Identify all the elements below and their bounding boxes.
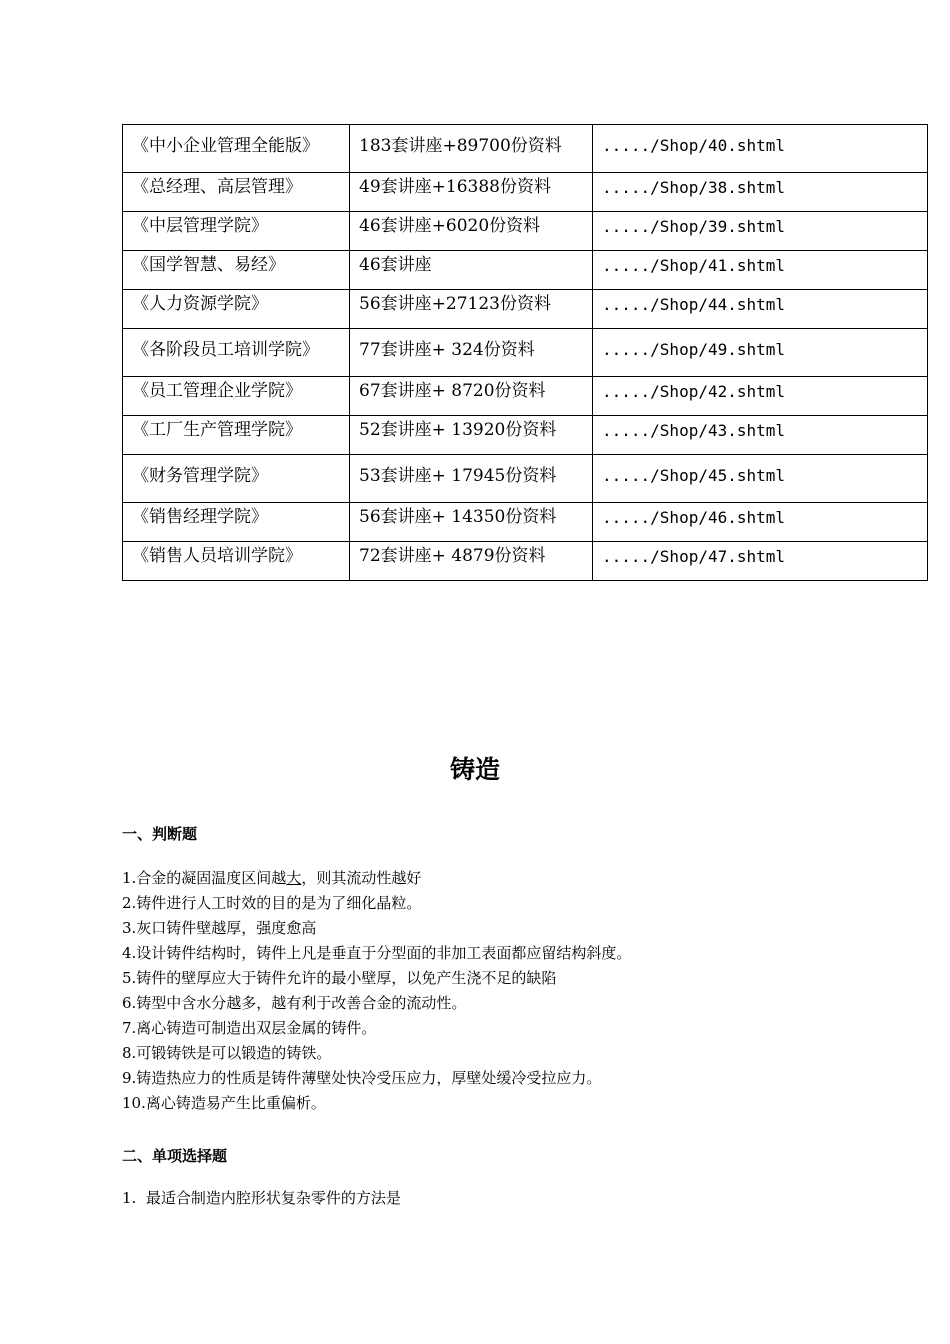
- table-row: [123, 125, 928, 173]
- table-row: [123, 416, 928, 455]
- section-heading-single-choice: 二、单项选择题: [122, 1147, 228, 1165]
- course-link[interactable]: ...../Shop/46.shtml: [593, 503, 928, 542]
- true-false-question-list: [122, 866, 631, 1116]
- course-name: 《销售经理学院》: [123, 503, 350, 542]
- table-row: [123, 251, 928, 290]
- course-link[interactable]: ...../Shop/42.shtml: [593, 377, 928, 416]
- course-name: 《总经理、高层管理》: [123, 173, 350, 212]
- table-row: [123, 542, 928, 581]
- course-link[interactable]: ...../Shop/41.shtml: [593, 251, 928, 290]
- course-content: 72套讲座+ 4879份资料: [350, 542, 593, 581]
- choice-question: 1. 最适合制造内腔形状复杂零件的方法是: [122, 1189, 401, 1207]
- course-name: 《销售人员培训学院》: [123, 542, 350, 581]
- course-name: 《工厂生产管理学院》: [123, 416, 350, 455]
- catalog-table: [122, 124, 928, 581]
- course-content: 56套讲座+27123份资料: [350, 290, 593, 329]
- list-item: 2.铸件进行人工时效的目的是为了细化晶粒。: [122, 894, 422, 912]
- list-item: 5.铸件的壁厚应大于铸件允许的最小壁厚，以免产生浇不足的缺陷: [122, 969, 557, 987]
- course-link[interactable]: ...../Shop/38.shtml: [593, 173, 928, 212]
- list-item: 4.设计铸件结构时，铸件上凡是垂直于分型面的非加工表面都应留结构斜度。: [122, 944, 632, 962]
- course-name: 《员工管理企业学院》: [123, 377, 350, 416]
- course-link[interactable]: ...../Shop/40.shtml: [593, 125, 928, 173]
- question-text: ，则其流动性越好: [301, 869, 422, 887]
- course-content: 67套讲座+ 8720份资料: [350, 377, 593, 416]
- course-link[interactable]: ...../Shop/47.shtml: [593, 542, 928, 581]
- course-content: 53套讲座+ 17945份资料: [350, 455, 593, 503]
- table-row: [123, 173, 928, 212]
- course-content: 52套讲座+ 13920份资料: [350, 416, 593, 455]
- list-item: 3.灰口铸件壁越厚，强度愈高: [122, 919, 317, 937]
- course-link[interactable]: ...../Shop/49.shtml: [593, 329, 928, 377]
- course-link[interactable]: ...../Shop/39.shtml: [593, 212, 928, 251]
- course-name: 《中小企业管理全能版》: [123, 125, 350, 173]
- course-link[interactable]: ...../Shop/43.shtml: [593, 416, 928, 455]
- course-content: 49套讲座+16388份资料: [350, 173, 593, 212]
- list-item: [122, 866, 631, 891]
- course-name: 《财务管理学院》: [123, 455, 350, 503]
- course-content: 77套讲座+ 324份资料: [350, 329, 593, 377]
- list-item: 8.可锻铸铁是可以锻造的铸铁。: [122, 1044, 332, 1062]
- section-heading-true-false: 一、判断题: [122, 825, 198, 843]
- course-content: 46套讲座: [350, 251, 593, 290]
- table-row: [123, 329, 928, 377]
- question-text: 1.合金的凝固温度区间越: [122, 869, 287, 887]
- course-content: 183套讲座+89700份资料: [350, 125, 593, 173]
- table-row: [123, 503, 928, 542]
- course-link[interactable]: ...../Shop/45.shtml: [593, 455, 928, 503]
- table-row: [123, 212, 928, 251]
- course-name: 《各阶段员工培训学院》: [123, 329, 350, 377]
- course-content: 46套讲座+6020份资料: [350, 212, 593, 251]
- course-name: 《人力资源学院》: [123, 290, 350, 329]
- course-name: 《中层管理学院》: [123, 212, 350, 251]
- table-row: [123, 377, 928, 416]
- table-row: [123, 455, 928, 503]
- table-row: [123, 290, 928, 329]
- course-link[interactable]: ...../Shop/44.shtml: [593, 290, 928, 329]
- document-title: 铸造: [449, 755, 500, 784]
- course-name: 《国学智慧、易经》: [123, 251, 350, 290]
- list-item: 10.离心铸造易产生比重偏析。: [122, 1094, 326, 1112]
- list-item: 6.铸型中含水分越多，越有利于改善合金的流动性。: [122, 994, 467, 1012]
- list-item: 7.离心铸造可制造出双层金属的铸件。: [122, 1019, 377, 1037]
- course-content: 56套讲座+ 14350份资料: [350, 503, 593, 542]
- underlined-word: 大: [286, 869, 302, 887]
- list-item: 9.铸造热应力的性质是铸件薄壁处快冷受压应力，厚壁处缓冷受拉应力。: [122, 1069, 602, 1087]
